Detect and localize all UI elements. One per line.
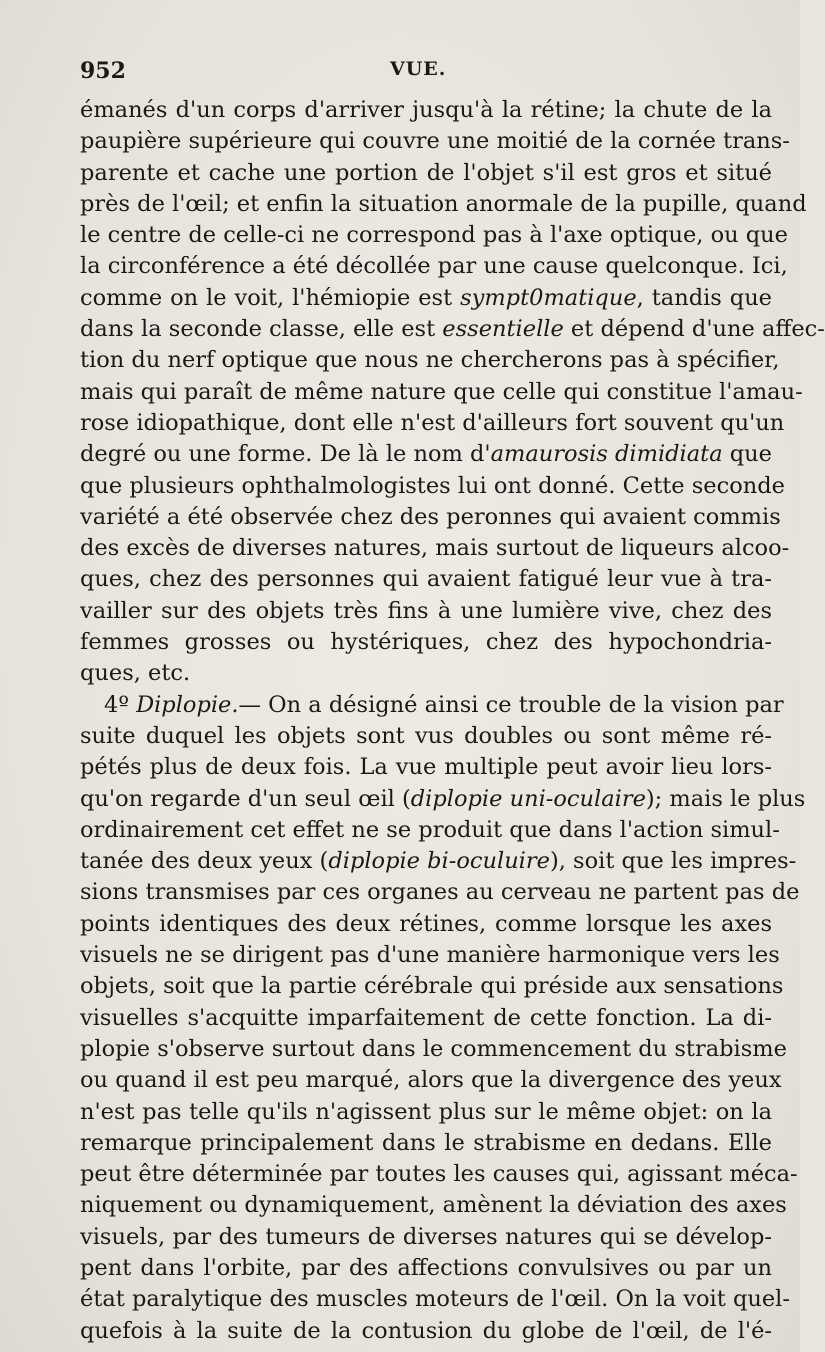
text-line: variété a été observée chez des peronnes qui avaient commis	[80, 503, 781, 530]
page-header	[80, 58, 772, 94]
text-line: femmes grosses ou hystériques, chez des hypochondria-	[80, 629, 772, 656]
text-line: rose idiopathique, dont elle n'est d'ailleurs fort souvent qu'un	[80, 409, 785, 436]
text-line: pétés plus de deux fois. La vue multiple peut avoir lieu lors-	[80, 754, 772, 781]
text-line: visuels, par des tumeurs de diverses natures qui se dévelop-	[80, 1223, 772, 1250]
text-line: que plusieurs ophthalmologistes lui ont donné. Cette seconde	[80, 472, 785, 499]
text-line: qu'on regarde d'un seul œil (diplopie uni-oculaire); mais le plus	[80, 785, 806, 812]
text-line: paupière supérieure qui couvre une moitié de la cornée trans-	[80, 128, 790, 155]
text-line: tion du nerf optique que nous ne chercherons pas à spécifier,	[80, 347, 780, 374]
text-line: près de l'œil; et enfin la situation anormale de la pupille, quand	[80, 190, 807, 217]
text-line: comme on le voit, l'hémiopie est sympt0matique, tandis que	[80, 284, 773, 311]
text-line: ordinairement cet effet ne se produit que dans l'action simul-	[80, 816, 780, 843]
text-line: 4º Diplopie.— On a désigné ainsi ce trouble de la vision par	[104, 691, 784, 718]
text-line: objets, soit que la partie cérébrale qui préside aux sensations	[80, 973, 784, 1000]
text-line: degré ou une forme. De là le nom d'amaurosis dimidiata que	[80, 441, 772, 468]
text-line: parente et cache une portion de l'objet s'il est gros et situé	[80, 159, 772, 186]
text-line: pent dans l'orbite, par des affections convulsives ou par un	[80, 1254, 772, 1281]
text-line: vailler sur des objets très fins à une lumière vive, chez des	[80, 597, 772, 624]
text-line: remarque principalement dans le strabisme en dedans. Elle	[80, 1129, 772, 1156]
text-line: des excès de diverses natures, mais surtout de liqueurs alcoo-	[80, 535, 790, 562]
text-line: ques, etc.	[80, 660, 191, 687]
text-line: plopie s'observe surtout dans le commencement du strabisme	[80, 1035, 787, 1062]
text-line: émanés d'un corps d'arriver jusqu'à la rétine; la chute de la	[80, 97, 772, 123]
text-line: la circonférence a été décollée par une cause quelconque. Ici,	[80, 253, 788, 280]
text-line: visuelles s'acquitte imparfaitement de cette fonction. La di-	[80, 1004, 772, 1031]
text-line: quefois à la suite de la contusion du globe de l'œil, de l'é-	[80, 1317, 772, 1344]
text-line: le centre de celle-ci ne correspond pas à l'axe optique, ou que	[80, 222, 788, 249]
text-line: dans la seconde classe, elle est essentielle et dépend d'une affec-	[80, 316, 825, 343]
text-line: ques, chez des personnes qui avaient fatigué leur vue à tra-	[80, 566, 772, 593]
text-line: ou quand il est peu marqué, alors que la divergence des yeux	[80, 1067, 782, 1094]
text-line: état paralytique des muscles moteurs de l'œil. On la voit quel-	[80, 1286, 790, 1313]
body-text	[80, 95, 825, 1347]
text-line: sions transmises par ces organes au cerveau ne partent pas de	[80, 879, 800, 906]
text-line: n'est pas telle qu'ils n'agissent plus sur le même objet: on la	[80, 1098, 772, 1125]
text-line: niquement ou dynamiquement, amènent la déviation des axes	[80, 1192, 787, 1219]
text-line: peut être déterminée par toutes les causes qui, agissant méca-	[80, 1161, 798, 1188]
text-line: mais qui paraît de même nature que celle qui constitue l'amau-	[80, 378, 803, 405]
running-head: VUE.	[390, 58, 447, 80]
text-line: visuels ne se dirigent pas d'une manière harmonique vers les	[80, 942, 780, 969]
text-line: points identiques des deux rétines, comme lorsque les axes	[80, 910, 772, 937]
page-number: 952	[80, 58, 126, 84]
text-line: suite duquel les objets sont vus doubles ou sont même ré-	[80, 722, 772, 749]
text-line: tanée des deux yeux (diplopie bi-oculuire), soit que les impres-	[80, 848, 797, 875]
